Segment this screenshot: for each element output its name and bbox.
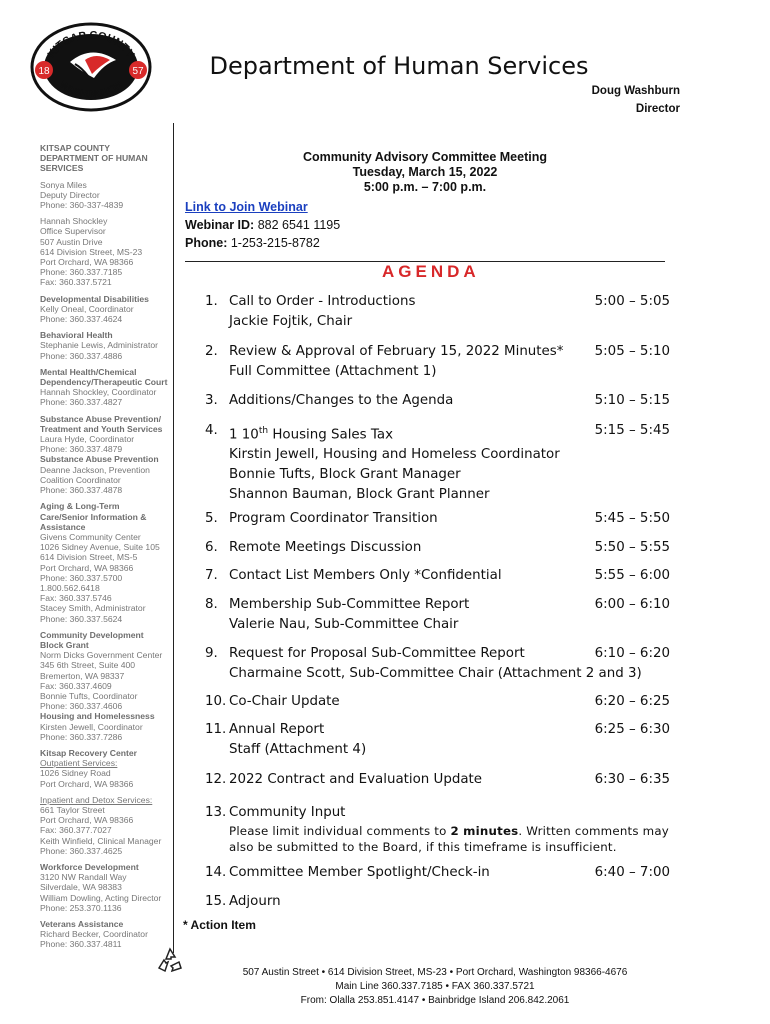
sidebar-heading: Kitsap Recovery Center: [40, 747, 137, 758]
agenda-item-time: 5:15 – 5:45: [594, 423, 670, 438]
agenda-item-number: 3.: [205, 393, 218, 408]
agenda-item: [205, 644, 670, 684]
agenda-item-number: 6.: [205, 540, 218, 555]
sidebar-line: Deputy Director: [40, 189, 100, 200]
sidebar-contact-group: [40, 180, 170, 211]
join-webinar-link[interactable]: Link to Join Webinar: [185, 200, 308, 214]
agenda-item: [205, 863, 670, 883]
sidebar-line: Phone: 360.337.4606: [40, 701, 123, 712]
agenda-item-detail: Valerie Nau, Sub-Committee Chair: [229, 617, 459, 632]
sidebar-line: 1026 Sidney Road: [40, 768, 111, 779]
sidebar-heading: Assistance: [40, 521, 86, 532]
meeting-header: [250, 150, 600, 195]
agenda-item: [205, 566, 670, 586]
sidebar-line: Outpatient Services:: [40, 758, 118, 769]
agenda-item-detail: Bonnie Tufts, Block Grant Manager: [229, 467, 461, 483]
sidebar-line: Phone: 360.337.4624: [40, 314, 123, 325]
agenda-item-number: 8.: [205, 597, 218, 612]
agenda-title: AGENDA: [382, 262, 480, 281]
sidebar-line: Inpatient and Detox Services:: [40, 794, 153, 805]
sidebar-contact-group: [40, 862, 170, 913]
sidebar-heading: Behavioral Health: [40, 330, 113, 341]
agenda-item-title: Additions/Changes to the Agenda: [229, 393, 454, 408]
sidebar-line: Phone: 360.337.4827: [40, 397, 123, 408]
sidebar-heading: Block Grant: [40, 639, 89, 650]
sidebar-line: 614 Division Street, MS-5: [40, 552, 138, 563]
sidebar-contact-group: [40, 367, 170, 408]
phone-value: 1-253-215-8782: [230, 236, 320, 250]
community-input-note-cont: also be submitted to the Board, if this timeframe is insufficient.: [229, 840, 617, 854]
agenda-item: [205, 538, 670, 558]
agenda-item: [205, 342, 670, 382]
sidebar-line: Phone: 360.337.4886: [40, 350, 123, 361]
meeting-time: 5:00 p.m. – 7:00 p.m.: [363, 180, 487, 194]
footer: [200, 966, 670, 1008]
director-name: Doug Washburn: [591, 85, 680, 97]
agenda-item-title: Call to Order - Introductions: [229, 294, 416, 309]
sidebar-heading: Veterans Assistance: [40, 919, 124, 930]
agenda-item-title: Membership Sub-Committee Report: [229, 597, 470, 612]
sidebar-contact-group: [40, 919, 170, 950]
sidebar-line: Coalition Coordinator: [40, 474, 121, 485]
sidebar-line: Port Orchard, WA 98366: [40, 815, 134, 826]
sidebar-line: Phone: 360.337.4879: [40, 444, 123, 455]
sidebar-line: 507 Austin Drive: [40, 236, 103, 247]
agenda-item-number: 11.: [205, 722, 227, 737]
sidebar-heading: Housing and Homelessness: [40, 711, 155, 722]
sidebar-heading: Developmental Disabilities: [40, 293, 149, 304]
director-block: [592, 82, 680, 118]
agenda-item-number: 14.: [205, 865, 227, 880]
agenda-item: [205, 292, 670, 332]
sidebar-line: Stephanie Lewis, Administrator: [40, 340, 158, 351]
sidebar-line: 1026 Sidney Avenue, Suite 105: [40, 542, 160, 553]
agenda-item-time: 6:10 – 6:20: [594, 646, 670, 661]
sidebar-line: Phone: 360.337.4811: [40, 939, 122, 950]
agenda-item-title: Annual Report: [229, 722, 325, 737]
sidebar-heading: Aging & Long-Term: [40, 501, 120, 512]
agenda-item-detail: Full Committee (Attachment 1): [229, 364, 437, 379]
sidebar-heading: Mental Health/Chemical: [40, 366, 137, 377]
sidebar-line: 3120 NW Randall Way: [40, 872, 127, 883]
sidebar-line: Silverdale, WA 98383: [40, 882, 122, 893]
sidebar-line: Hannah Shockley, Coordinator: [40, 387, 157, 398]
seal-county-text: KITSAP COUNTY: [45, 29, 137, 61]
sidebar-heading: Treatment and Youth Services: [40, 423, 163, 434]
agenda-item-title: Adjourn: [229, 894, 281, 909]
seal-year-left: 18: [38, 66, 50, 77]
kitsap-county-seal: [30, 22, 152, 112]
sidebar-heading: Dependency/Therapeutic Court: [40, 377, 168, 388]
agenda-item-title: Request for Proposal Sub-Committee Report: [229, 646, 525, 661]
agenda-item-title: Community Input: [229, 805, 346, 820]
sidebar-line: 1.800.562.6418: [40, 582, 100, 593]
agenda-item-number: 7.: [205, 568, 218, 583]
note-text: . Written comments may: [518, 824, 669, 838]
sidebar-divider: [173, 123, 174, 953]
agenda-item-number: 1.: [205, 294, 218, 309]
sidebar-line: Port Orchard, WA 98366: [40, 562, 134, 573]
agenda-item-title: Remote Meetings Discussion: [229, 540, 422, 555]
footer-branch-phones: From: Olalla 253.851.4147 • Bainbridge Island 206.842.2061: [300, 995, 570, 1006]
agenda-item-time: 5:50 – 5:55: [594, 540, 670, 555]
agenda-item-detail: Kirstin Jewell, Housing and Homeless Coordinator: [229, 447, 560, 463]
agenda-item-time: 6:00 – 6:10: [594, 597, 670, 612]
agenda-item-title: Committee Member Spotlight/Check-in: [229, 865, 490, 880]
agenda-item-title: 2022 Contract and Evaluation Update: [229, 772, 483, 787]
footer-phone: Main Line 360.337.7185 • FAX 360.337.5721: [335, 981, 535, 992]
agenda-item: [205, 803, 670, 855]
recycle-icon: [155, 946, 185, 976]
agenda-item-time: 5:55 – 6:00: [594, 568, 670, 583]
sidebar-contact-group: [40, 216, 170, 287]
sidebar-heading: Substance Abuse Prevention: [40, 454, 159, 465]
sidebar-line: William Dowling, Acting Director: [40, 892, 162, 903]
sidebar-contact-group: [40, 501, 170, 623]
sidebar-heading: DEPARTMENT OF HUMAN: [40, 153, 148, 164]
agenda-item-number: 12.: [205, 772, 227, 787]
sidebar-line: Phone: 360.337.4878: [40, 485, 123, 496]
sidebar-line: Bonnie Tufts, Coordinator: [40, 690, 138, 701]
agenda-item: [205, 421, 670, 505]
agenda-item-number: 5.: [205, 511, 218, 526]
note-time-limit: 2 minutes: [450, 824, 519, 838]
agenda-item-detail: Jackie Fojtik, Chair: [229, 314, 353, 329]
sidebar-line: Port Orchard, WA 98366: [40, 257, 134, 268]
sidebar-heading: KITSAP COUNTY: [40, 143, 111, 153]
department-title: Department of Human Services: [209, 52, 589, 80]
seal-state-text: WASHINGTON: [57, 79, 125, 101]
sidebar-heading: Substance Abuse Prevention/: [40, 413, 161, 424]
agenda-item-detail: Staff (Attachment 4): [229, 742, 367, 757]
sidebar-line: Givens Community Center: [40, 531, 141, 542]
note-text: Please limit individual comments to: [229, 824, 451, 838]
agenda-item: [205, 692, 670, 712]
sidebar-heading: Care/Senior Information &: [40, 511, 147, 522]
sidebar-line: 345 6th Street, Suite 400: [40, 660, 136, 671]
agenda-item-title: Program Coordinator Transition: [229, 511, 438, 526]
sidebar-contact-group: [40, 795, 170, 856]
sidebar-contact-group: [40, 294, 170, 325]
agenda-item-time: 5:00 – 5:05: [594, 294, 670, 309]
agenda-item-time: 6:20 – 6:25: [594, 694, 670, 709]
sidebar-contact-group: [40, 748, 170, 789]
sidebar-line: Fax: 360.377.7027: [40, 825, 112, 836]
agenda-item-detail: Shannon Bauman, Block Grant Planner: [229, 487, 490, 503]
sidebar-line: Kirsten Jewell, Coordinator: [40, 721, 143, 732]
sidebar-line: Fax: 360.337.5746: [40, 593, 112, 604]
sidebar-contact-group: [40, 143, 170, 174]
agenda-item-time: 6:30 – 6:35: [594, 772, 670, 787]
sidebar-line: Fax: 360.337.5721: [40, 277, 112, 288]
sidebar-line: Phone: 360.337.4625: [40, 845, 123, 856]
agenda-item-number: 10.: [205, 694, 227, 709]
agenda-item-time: 5:05 – 5:10: [594, 344, 670, 359]
sidebar-directory: [40, 143, 170, 956]
sidebar-line: Sonya Miles: [40, 179, 87, 190]
sidebar-line: Phone: 360.337.7185: [40, 267, 123, 278]
sidebar-line: Keith Winfield, Clinical Manager: [40, 835, 162, 846]
sidebar-line: 614 Division Street, MS-23: [40, 246, 143, 257]
meeting-date: Tuesday, March 15, 2022: [352, 165, 498, 179]
phone-label: Phone:: [185, 236, 228, 250]
director-title: Director: [635, 103, 680, 115]
footer-address: 507 Austin Street • 614 Division Street, MS-23 • Port Orchard, Washington 98366-4676: [242, 967, 628, 978]
sidebar-line: Office Supervisor: [40, 226, 106, 237]
agenda-item: [205, 892, 670, 912]
sidebar-contact-group: [40, 330, 170, 361]
sidebar-line: Port Orchard, WA 98366: [40, 778, 134, 789]
sidebar-heading: SERVICES: [40, 163, 84, 174]
agenda-item-title: Review & Approval of February 15, 2022 Minutes*: [229, 344, 564, 359]
agenda-item-number: 13.: [205, 805, 227, 820]
sidebar-heading: Community Development: [40, 629, 144, 640]
sidebar-line: Norm Dicks Government Center: [40, 650, 163, 661]
sidebar-line: Kelly Oneal, Coordinator: [40, 303, 134, 314]
agenda-item: [205, 595, 670, 635]
community-input-note: [229, 823, 670, 839]
agenda-item-number: 4.: [205, 423, 218, 438]
sidebar-heading: Workforce Development: [40, 862, 139, 872]
agenda-item-title: Contact List Members Only *Confidential: [229, 568, 502, 583]
agenda-item-time: 5:10 – 5:15: [594, 393, 670, 408]
meeting-name: Community Advisory Committee Meeting: [302, 150, 547, 164]
agenda-item-number: 2.: [205, 344, 218, 359]
agenda-item-title: 1 10th Housing Sales Tax: [229, 426, 393, 443]
sidebar-line: Deanne Jackson, Prevention: [40, 464, 150, 475]
sidebar-contact-group: [40, 414, 170, 496]
sidebar-line: Richard Becker, Coordinator: [40, 929, 148, 940]
seal-year-right: 57: [132, 66, 144, 77]
sidebar-line: Hannah Shockley: [40, 216, 108, 227]
agenda-item-time: 5:45 – 5:50: [594, 511, 670, 526]
agenda-item-detail: Charmaine Scott, Sub-Committee Chair (Attachment 2 and 3): [229, 666, 642, 681]
sidebar-line: Fax: 360.337.4609: [40, 680, 112, 691]
sidebar-line: Laura Hyde, Coordinator: [40, 434, 135, 445]
sidebar-line: Bremerton, WA 98337: [40, 670, 125, 681]
agenda-item-title: Co-Chair Update: [229, 694, 340, 709]
agenda-item: [205, 391, 670, 411]
agenda-item: [205, 509, 670, 529]
agenda-item-number: 9.: [205, 646, 218, 661]
action-item-note: * Action Item: [183, 918, 256, 932]
sidebar-line: Stacey Smith, Administrator: [40, 603, 146, 614]
agenda-item-time: 6:25 – 6:30: [594, 722, 670, 737]
agenda-item: [205, 720, 670, 760]
agenda-item: [205, 770, 670, 790]
sidebar-contact-group: [40, 630, 170, 742]
webinar-id-value: 882 6541 1195: [257, 218, 341, 232]
sidebar-line: Phone: 360-337-4839: [40, 200, 124, 211]
agenda-item-number: 15.: [205, 894, 227, 909]
sidebar-line: Phone: 253.370.1136: [40, 902, 122, 913]
webinar-id-label: Webinar ID:: [185, 218, 255, 232]
agenda-item-time: 6:40 – 7:00: [594, 865, 670, 880]
sidebar-line: Phone: 360.337.7286: [40, 731, 123, 742]
webinar-info: [185, 198, 340, 252]
sidebar-line: Phone: 360.337.5624: [40, 613, 123, 624]
sidebar-line: 661 Taylor Street: [40, 804, 105, 815]
sidebar-line: Phone: 360.337.5700: [40, 572, 123, 583]
